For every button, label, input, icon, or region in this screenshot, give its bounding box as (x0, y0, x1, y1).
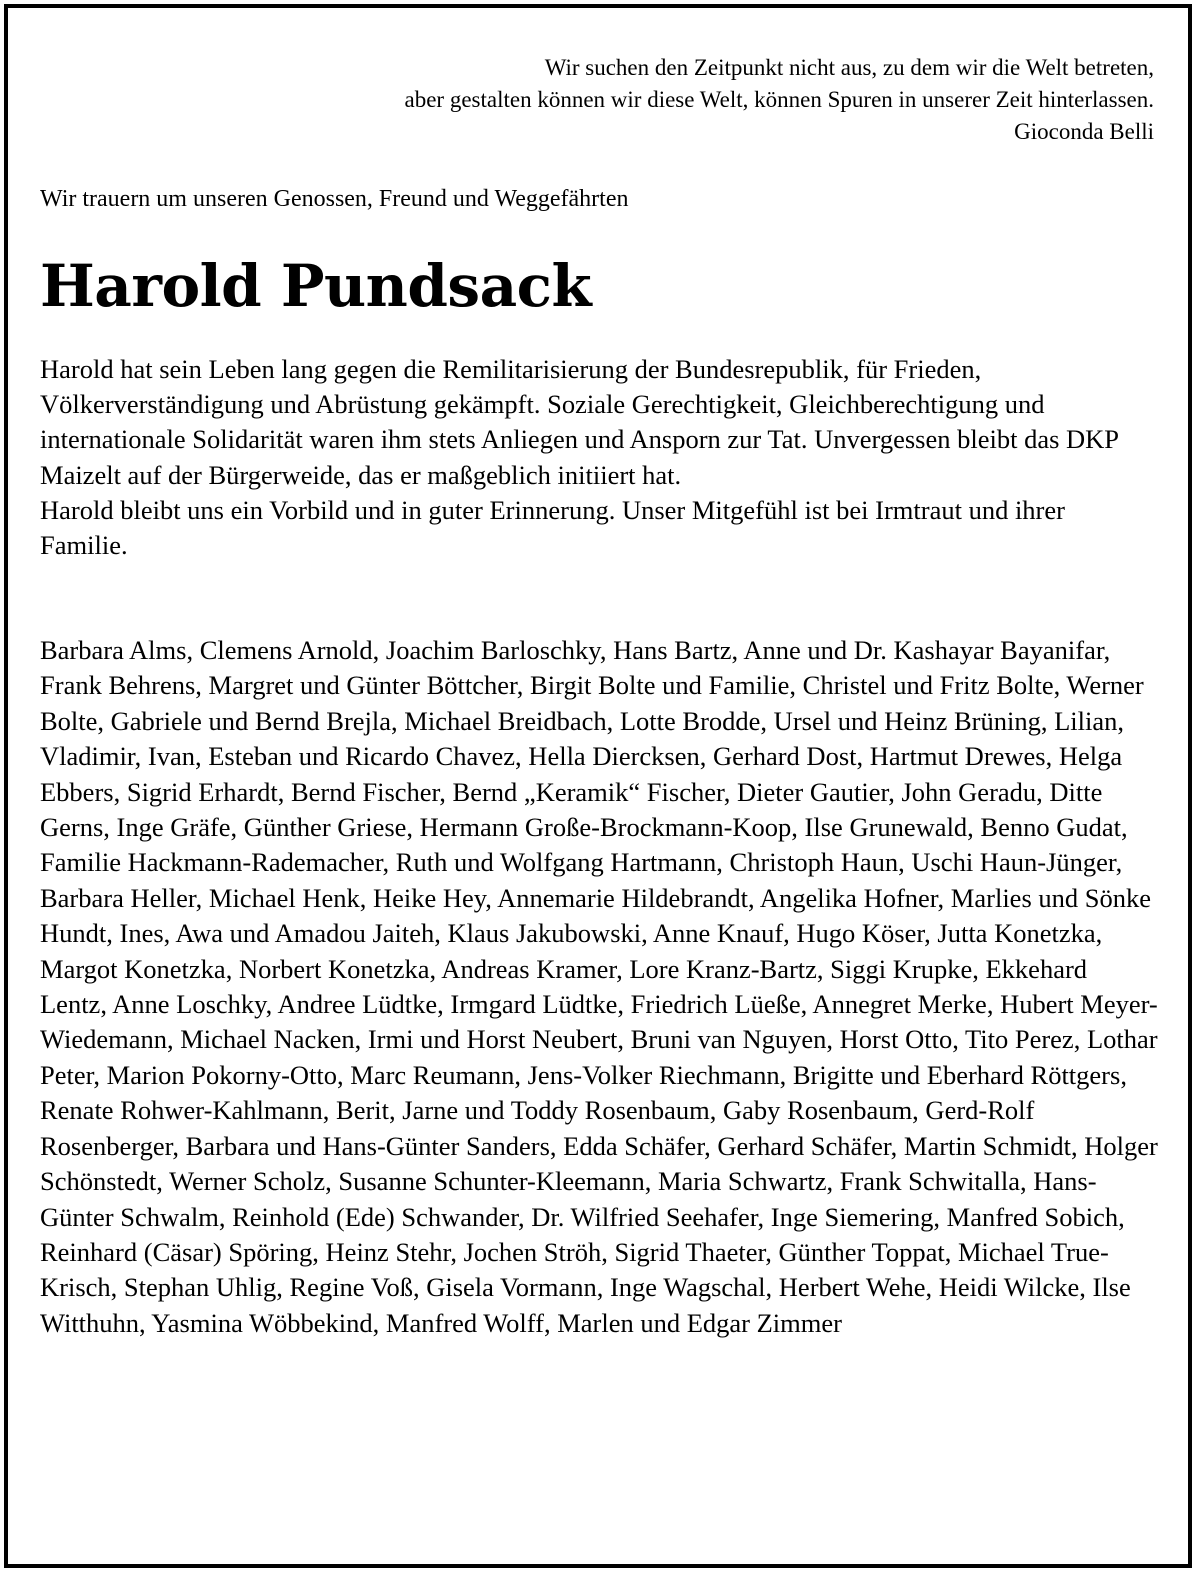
tribute-paragraph-1: Harold hat sein Leben lang gegen die Remilitarisierung der Bundesrepublik, für Frieden, Völkerverständigung und Abrüstung gekämpft. Soziale Gerechtigkeit, Gleichberechtigung und internationale Solidarität waren ihm stets Anliegen und Ansporn zur Tat. Unvergessen bleibt das DKP Maizelt auf der Bürgerweide, das er maßgeblich initiiert hat. (40, 354, 1119, 490)
tribute-text (40, 352, 1158, 563)
quote-line-1: Wir suchen den Zeitpunkt nicht aus, zu dem wir die Welt betreten, (544, 55, 1154, 80)
tribute-paragraph-2: Harold bleibt uns ein Vorbild und in guter Erinnerung. Unser Mitgefühl ist bei Irmtraut und ihrer Familie. (40, 494, 1065, 561)
obituary-notice (4, 4, 1192, 1568)
quote-author: Gioconda Belli (1014, 119, 1154, 144)
deceased-name: Harold Pundsack (40, 252, 592, 320)
quote-line-2: aber gestalten können wir diese Welt, können Spuren in unserer Zeit hinterlassen. (404, 87, 1154, 112)
mourners-list: Barbara Alms, Clemens Arnold, Joachim Barloschky, Hans Bartz, Anne und Dr. Kashayar Bayanifar, Frank Behrens, Margret und Günter Böttcher, Birgit Bolte und Familie, Christel und Fritz Bolte, Werner Bolte, Gabriele und Bernd Brejla, Michael Breidbach, Lotte Brodde, Ursel und Heinz Brüning, Lilian, Vladimir, Ivan, Esteban und Ricardo Chavez, Hella Diercksen, Gerhard Dost, Hartmut Drewes, Helga Ebbers, Sigrid Erhardt, Bernd Fischer, Bernd „Keramik“ Fischer, Dieter Gautier, John Geradu, Ditte Gerns, Inge Gräfe, Günther Griese, Hermann Große-Brockmann-Koop, Ilse Grunewald, Benno Gudat, Familie Hackmann-Rademacher, Ruth und Wolfgang Hartmann, Christoph Haun, Uschi Haun-Jünger, Barbara Heller, Michael Henk, Heike Hey, Annemarie Hildebrandt, Angelika Hofner, Marlies und Sönke Hundt, Ines, Awa und Amadou Jaiteh, Klaus Jakubowski, Anne Knauf, Hugo Köser, Jutta Konetzka, Margot Konetzka, Norbert Konetzka, Andreas Kramer, Lore Kranz-Bartz, Siggi Krupke, Ekkehard Lentz, Anne Loschky, Andree Lüdtke, Irmgard Lüdtke, Friedrich Lüeße, Annegret Merke, Hubert Meyer-Wiedemann, Michael Nacken, Irmi und Horst Neubert, Bruni van Nguyen, Horst Otto, Tito Perez, Lothar Peter, Marion Pokorny-Otto, Marc Reumann, Jens-Volker Riechmann, Brigitte und Eberhard Röttgers, Renate Rohwer-Kahlmann, Berit, Jarne und Toddy Rosenbaum, Gaby Rosenbaum, Gerd-Rolf Rosenberger, Barbara und Hans-Günter Sanders, Edda Schäfer, Gerhard Schäfer, Martin Schmidt, Holger Schönstedt, Werner Scholz, Susanne Schunter-Kleemann, Maria Schwartz, Frank Schwitalla, Hans-Günter Schwalm, Reinhold (Ede) Schwander, Dr. Wilfried Seehafer, Inge Siemering, Manfred Sobich, Reinhard (Cäsar) Spöring, Heinz Stehr, Jochen Ströh, Sigrid Thaeter, Günther Toppat, Michael True-Krisch, Stephan Uhlig, Regine Voß, Gisela Vormann, Inge Wagschal, Herbert Wehe, Heidi Wilcke, Ilse Witthuhn, Yasmina Wöbbekind, Manfred Wolff, Marlen und Edgar Zimmer (40, 635, 1158, 1338)
mourning-intro: Wir trauern um unseren Genossen, Freund und Weggefährten (40, 186, 629, 212)
epigraph-quote (405, 52, 1154, 148)
